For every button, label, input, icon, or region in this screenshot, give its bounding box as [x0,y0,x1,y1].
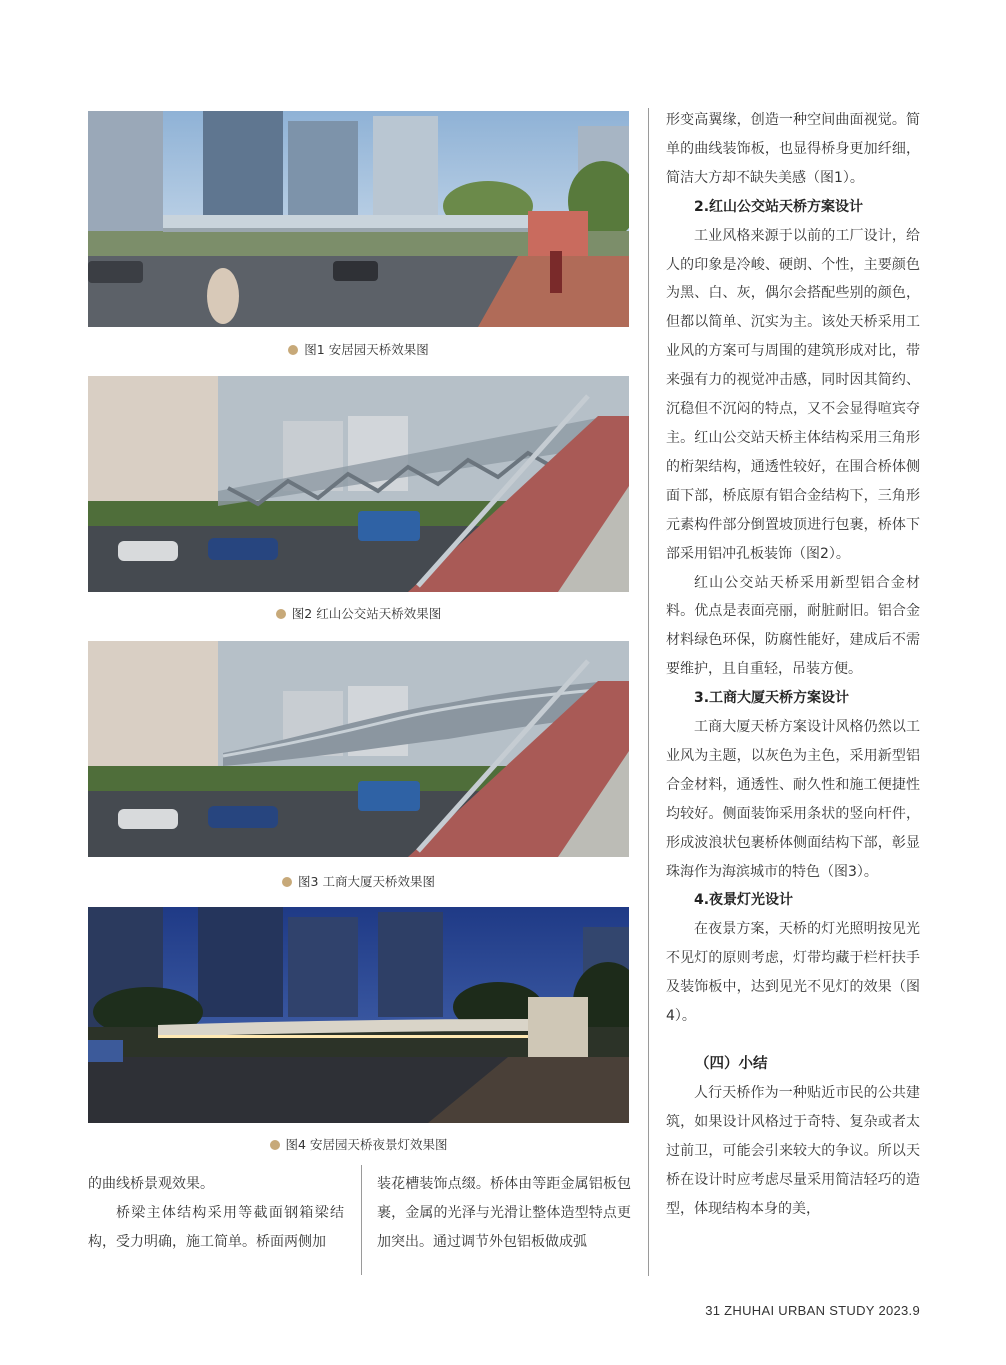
heading-gongshang-bridge: 3.工商大厦天桥方案设计 [694,690,850,707]
paragraph-steel-box-girder: 桥梁主体结构采用等截面钢箱梁结构，受力明确，施工简单。桥面两侧加 [88,1205,344,1250]
figure-4-caption [88,1135,629,1153]
figure-2-image [88,376,629,592]
page-footer [705,1303,920,1318]
figure-4-caption-text: 图4 安居园天桥夜景灯效果图 [285,1137,448,1152]
caption-bullet [282,877,292,887]
journal-name: ZHUHAI URBAN STUDY [724,1303,875,1318]
figure-1-caption-text: 图1 安居园天桥效果图 [304,342,429,357]
heading-hongshan-bridge: 2.红山公交站天桥方案设计 [694,198,864,215]
paragraph-industrial-style: 工业风格来源于以前的工厂设计，给人的印象是冷峻、硬朗、个性，主要颜色为黑、白、灰，偶尔会搭配些别的颜色，但都以简单、沉实为主。该处天桥采用工业风的方案可与周围的建筑形成对比，带来强有力的视觉冲击感，同时因其简约、沉稳但不沉闷的特点，又不会显得喧宾夺主。红山公交站天桥主体结构采用三角形的桁架结构，通透性较好，在围合桥体侧面下部，桥底原有铝合金结构下，三角形元素构件部分倒置坡顶进行包裹，桥体下部采用铝冲孔板装饰（图2）。 [666,227,920,562]
issue-date: 2023.9 [878,1303,920,1318]
figure-3-image [88,641,629,857]
heading-summary-section: （四）小结 [695,1056,768,1072]
figure-4-image [88,907,629,1123]
figure-3-caption-text: 图3 工商大厦天桥效果图 [298,874,435,889]
paragraph-curve-effect: 的曲线桥景观效果。 [88,1176,214,1192]
figure-2-caption [88,604,629,622]
page-number: 31 [705,1303,721,1318]
column-divider-bottom [361,1165,362,1275]
heading-night-lighting: 4.夜景灯光设计 [694,892,794,909]
figure-3-caption [88,872,629,890]
bottom-middle-text [377,1170,631,1257]
paragraph-aluminum-cladding: 装花槽装饰点缀。桥体由等距金属铝板包裹，金属的光泽与光滑让整体造型特点更加突出。通过调节外包铝板做成弧 [377,1176,631,1250]
caption-bullet [276,609,286,619]
right-text-column [666,106,920,1224]
figure-2-caption-text: 图2 红山公交站天桥效果图 [291,606,442,621]
caption-bullet [270,1140,280,1150]
column-divider-right [648,108,649,1276]
figure-1-caption [88,340,629,358]
paragraph-summary: 人行天桥作为一种贴近市民的公共建筑，如果设计风格过于奇特、复杂或者太过前卫，可能会引来较大的争议。所以天桥在设计时应考虑尽量采用简洁轻巧的造型，体现结构本身的美， [666,1085,920,1217]
bottom-left-text [88,1170,344,1257]
paragraph-intro-continued: 形变高翼缘，创造一种空间曲面视觉。简单的曲线装饰板，也显得桥身更加纤细，简洁大方却不缺失美感（图1）。 [666,112,920,186]
paragraph-night-lighting: 在夜景方案，天桥的灯光照明按见光不见灯的原则考虑，灯带均藏于栏杆扶手及装饰板中，达到见光不见灯的效果（图4）。 [666,921,920,1025]
paragraph-gongshang-design: 工商大厦天桥方案设计风格仍然以工业风为主题，以灰色为主色，采用新型铝合金材料，通透性、耐久性和施工便捷性均较好。侧面装饰采用条状的竖向杆件，形成波浪状包裹桥体侧面结构下部，彰显珠海作为海滨城市的特色（图3）。 [666,719,920,880]
caption-bullet [288,345,298,355]
figure-1-image [88,111,629,327]
paragraph-aluminum-material: 红山公交站天桥采用新型铝合金材料。优点是表面亮丽，耐脏耐旧。铝合金材料绿色环保，防腐性能好，建成后不需要维护，且自重轻，吊装方便。 [666,574,920,678]
